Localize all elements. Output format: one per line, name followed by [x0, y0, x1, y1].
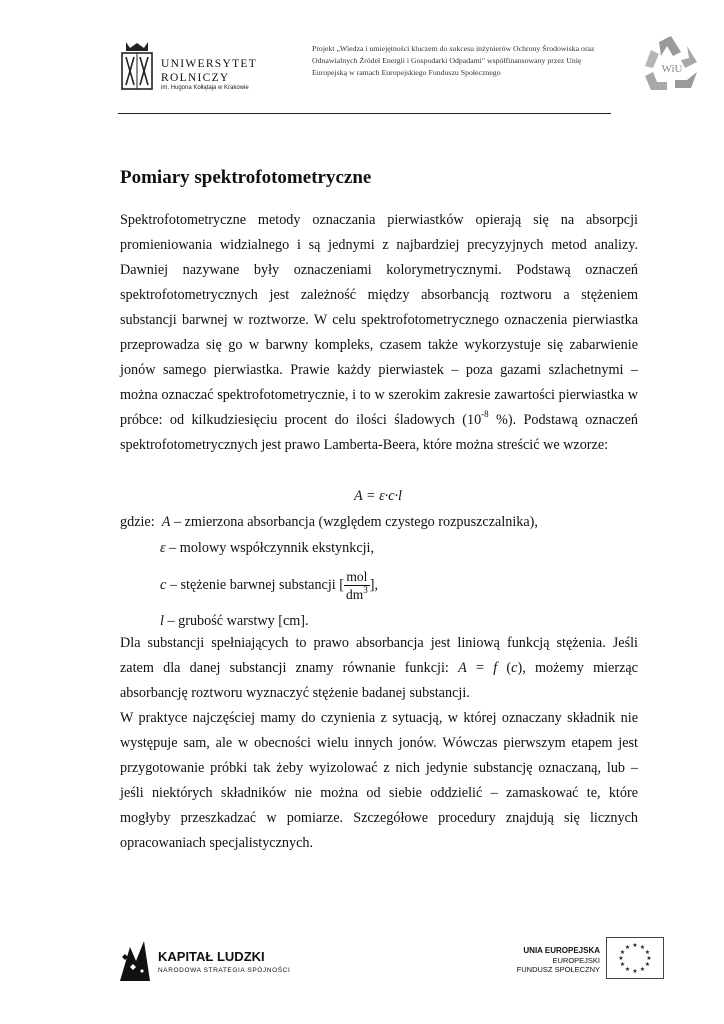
- definition-l: [160, 611, 309, 631]
- definitions-intro: gdzie:: [120, 514, 155, 530]
- eq-f: f: [493, 660, 498, 676]
- svg-text:★: ★: [646, 955, 652, 962]
- definition-c-close: ],: [369, 576, 379, 593]
- paragraph-linear: [120, 631, 638, 706]
- paragraph-linear-part2: , możemy mierząc absorbancję roztworu wyznaczyć stężenie badanej substancji.: [120, 660, 638, 701]
- unit-den-exp: 3: [363, 584, 368, 595]
- symbol-c: c: [160, 576, 167, 593]
- university-crest-icon: [118, 40, 156, 92]
- symbol-A: A: [161, 514, 171, 530]
- exponent: -8: [481, 409, 489, 420]
- svg-text:★: ★: [632, 942, 638, 949]
- svg-text:★: ★: [644, 949, 651, 956]
- eu-line2: EUROPEJSKI: [552, 955, 600, 965]
- university-name-line1: UNIWERSYTET: [161, 58, 258, 70]
- kapital-ludzki-title: KAPITAŁ LUDZKI: [158, 949, 265, 964]
- svg-text:★: ★: [639, 966, 646, 973]
- lambert-beer-formula: A = ε·c·l: [354, 488, 403, 504]
- svg-text:★: ★: [619, 949, 626, 956]
- kapital-ludzki-subtitle: NARODOWA STRATEGIA SPÓJNOŚCI: [158, 967, 291, 974]
- recycle-wiu-logo-icon: [637, 32, 707, 102]
- symbol-epsilon: ε: [160, 540, 166, 556]
- eq-c: c: [511, 660, 518, 676]
- svg-text:★: ★: [632, 968, 638, 975]
- page-title: Pomiary spektrofotometryczne: [120, 167, 372, 188]
- svg-text:★: ★: [644, 961, 651, 968]
- eu-fund-label: [500, 946, 600, 975]
- svg-text:★: ★: [619, 961, 626, 968]
- definition-A: [120, 512, 538, 532]
- definition-l-text: – grubość warstwy [cm].: [163, 613, 309, 629]
- symbol-l: l: [160, 613, 164, 629]
- unit-denominator: [344, 586, 370, 603]
- university-name-line2: ROLNICZY: [161, 72, 230, 84]
- svg-text:★: ★: [624, 944, 631, 951]
- eu-line1: UNIA EUROPEJSKA: [523, 946, 600, 955]
- svg-text:★: ★: [618, 955, 624, 962]
- svg-text:★: ★: [639, 944, 646, 951]
- unit-fraction: [344, 568, 370, 603]
- eu-line3: FUNDUSZ SPOŁECZNY: [516, 965, 600, 974]
- university-name: [161, 57, 257, 85]
- definition-epsilon-text: – molowy współczynnik ekstynkcji,: [165, 540, 375, 556]
- eq-mid: =: [466, 660, 494, 676]
- paragraph-intro-tail: %). Podstawą oznaczeń spektrofotometrycznych jest prawo Lamberta-Beera, które można streścić we wzorze:: [120, 412, 638, 453]
- definition-A-text: – zmierzona absorbancja (względem czystego rozpuszczalnika),: [170, 514, 538, 530]
- paragraph-practice: W praktyce najczęściej mamy do czynienia z sytuacją, w której oznaczany składnik nie występuje sam, ale w obecności wielu innych jonów. Wówczas pierwszym etapem jest przygotowanie próbki tak żeby wyizolować z nich jedynie substancję oznaczaną, lub – jeśli niektórych składników nie można od siebie oddzielić – zamaskować te, które mogłyby przeszkadzać w pomiarze. Szczegółowe procedury znajdują się licznych opracowaniach specjalistycznych.: [120, 710, 638, 851]
- eq-close: ): [517, 660, 523, 676]
- header-divider: [118, 113, 611, 114]
- unit-numerator: mol: [344, 568, 370, 586]
- eq-A: A: [458, 660, 467, 676]
- definition-c: [160, 568, 378, 603]
- project-description: Projekt „Wiedza i umiejętności kluczem do sukcesu inżynierów Ochrony Środowiska oraz Odnawialnych Źródeł Energii i Gospodarki Odpadami" współfinansowany przez Unię Europejską w ramach Europejskiego Funduszu Społecznego: [312, 44, 595, 77]
- university-subtitle: im. Hugona Kołłątaja w Krakowie: [161, 85, 249, 91]
- eu-flag-icon: [606, 937, 664, 979]
- paragraph-linear-part1: Dla substancji spełniających to prawo absorbancja jest liniową funkcją stężenia. Jeśli zatem dla danej substancji znamy równanie funkcji:: [120, 635, 638, 676]
- paragraph-intro-text: Spektrofotometryczne metody oznaczania pierwiastków opierają się na absorpcji promieniowania widzialnego i są jednymi z najbardziej precyzyjnych metod analizy. Dawniej nazywane były oznaczeniami kolorymetrycznymi. Podstawą oznaczeń spektrofotometrycznych jest zależność między absorbancją roztworu a stężeniem substancji barwnej w roztworze. W celu spektrofotometrycznego oznaczenia pierwiastka przeprowadza się go w barwny kompleks, czasem także wykorzystuje się zabarwienie jonów samego pierwiastka. Prawie każdy pierwiastek – poza gazami szlachetnymi – można oznaczać spektrofotometrycznie, i to w szerokim zakresie zawartości pierwiastka w próbce: od kilkudziesięciu procent do ilości śladowych (10: [120, 212, 638, 428]
- kapital-ludzki-logo-icon: [116, 937, 154, 983]
- unit-den-base: dm: [346, 587, 364, 602]
- definition-c-text: – stężenie barwnej substancji [: [166, 576, 344, 593]
- definition-epsilon: [160, 538, 374, 558]
- svg-text:★: ★: [624, 966, 631, 973]
- eq-open: (: [497, 660, 512, 676]
- paragraph-intro: [120, 208, 638, 458]
- wiu-label: WiU: [661, 63, 683, 75]
